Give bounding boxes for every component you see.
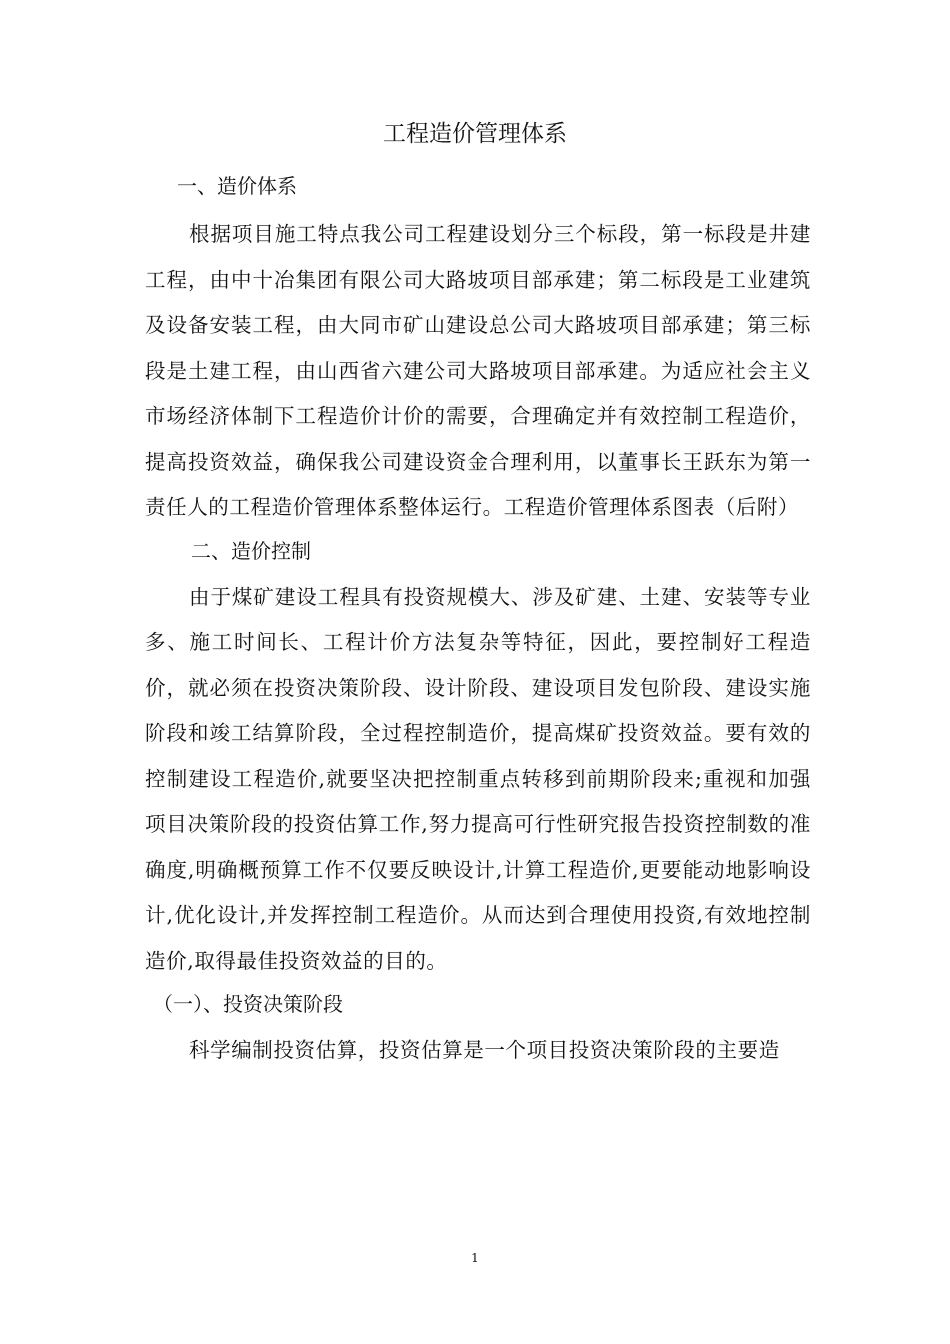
paragraph-cost-system: 根据项目施工特点我公司工程建设划分三个标段，第一标段是井建工程，由中十冶集团有限公司大路坡项目部承建；第二标段是工业建筑及设备安装工程，由大同市矿山建设总公司大路坡项目部承建；第三标段是土建工程，由山西省六建公司大路坡项目部承建。为适应社会主义市场经济体制下工程造价计价的需要，合理确定并有效控制工程造价，提高投资效益，确保我公司建设资金合理利用，以董事长王跃东为第一责任人的工程造价管理体系整体运行。工程造价管理体系图表（后附） xyxy=(145,222,811,519)
document-body xyxy=(145,166,811,1074)
paragraph-cost-control: 由于煤矿建设工程具有投资规模大、涉及矿建、土建、安装等专业多、施工时间长、工程计价方法复杂等特征，因此，要控制好工程造价，就必须在投资决策阶段、设计阶段、建设项目发包阶段、建设实施阶段和竣工结算阶段，全过程控制造价，提高煤矿投资效益。要有效的控制建设工程造价,就要坚决把控制重点转移到前期阶段来;重视和加强项目决策阶段的投资估算工作,努力提高可行性研究报告投资控制数的准确度,明确概预算工作不仅要反映设计,计算工程造价,更要能动地影响设计,优化设计,并发挥控制工程造价。从而达到合理使用投资,有效地控制造价,取得最佳投资效益的目的。 xyxy=(145,584,811,973)
section-heading-cost-system: 一、造价体系 xyxy=(177,174,297,198)
section-heading-investment-decision: （一）、投资决策阶段 xyxy=(153,992,343,1016)
section-heading-cost-control: 二、造价控制 xyxy=(191,538,311,563)
page-number: 1 xyxy=(471,1251,479,1265)
paragraph-investment-decision: 科学编制投资估算，投资估算是一个项目投资决策阶段的主要造 xyxy=(189,1038,780,1062)
document-title: 工程造价管理体系 xyxy=(383,121,567,147)
